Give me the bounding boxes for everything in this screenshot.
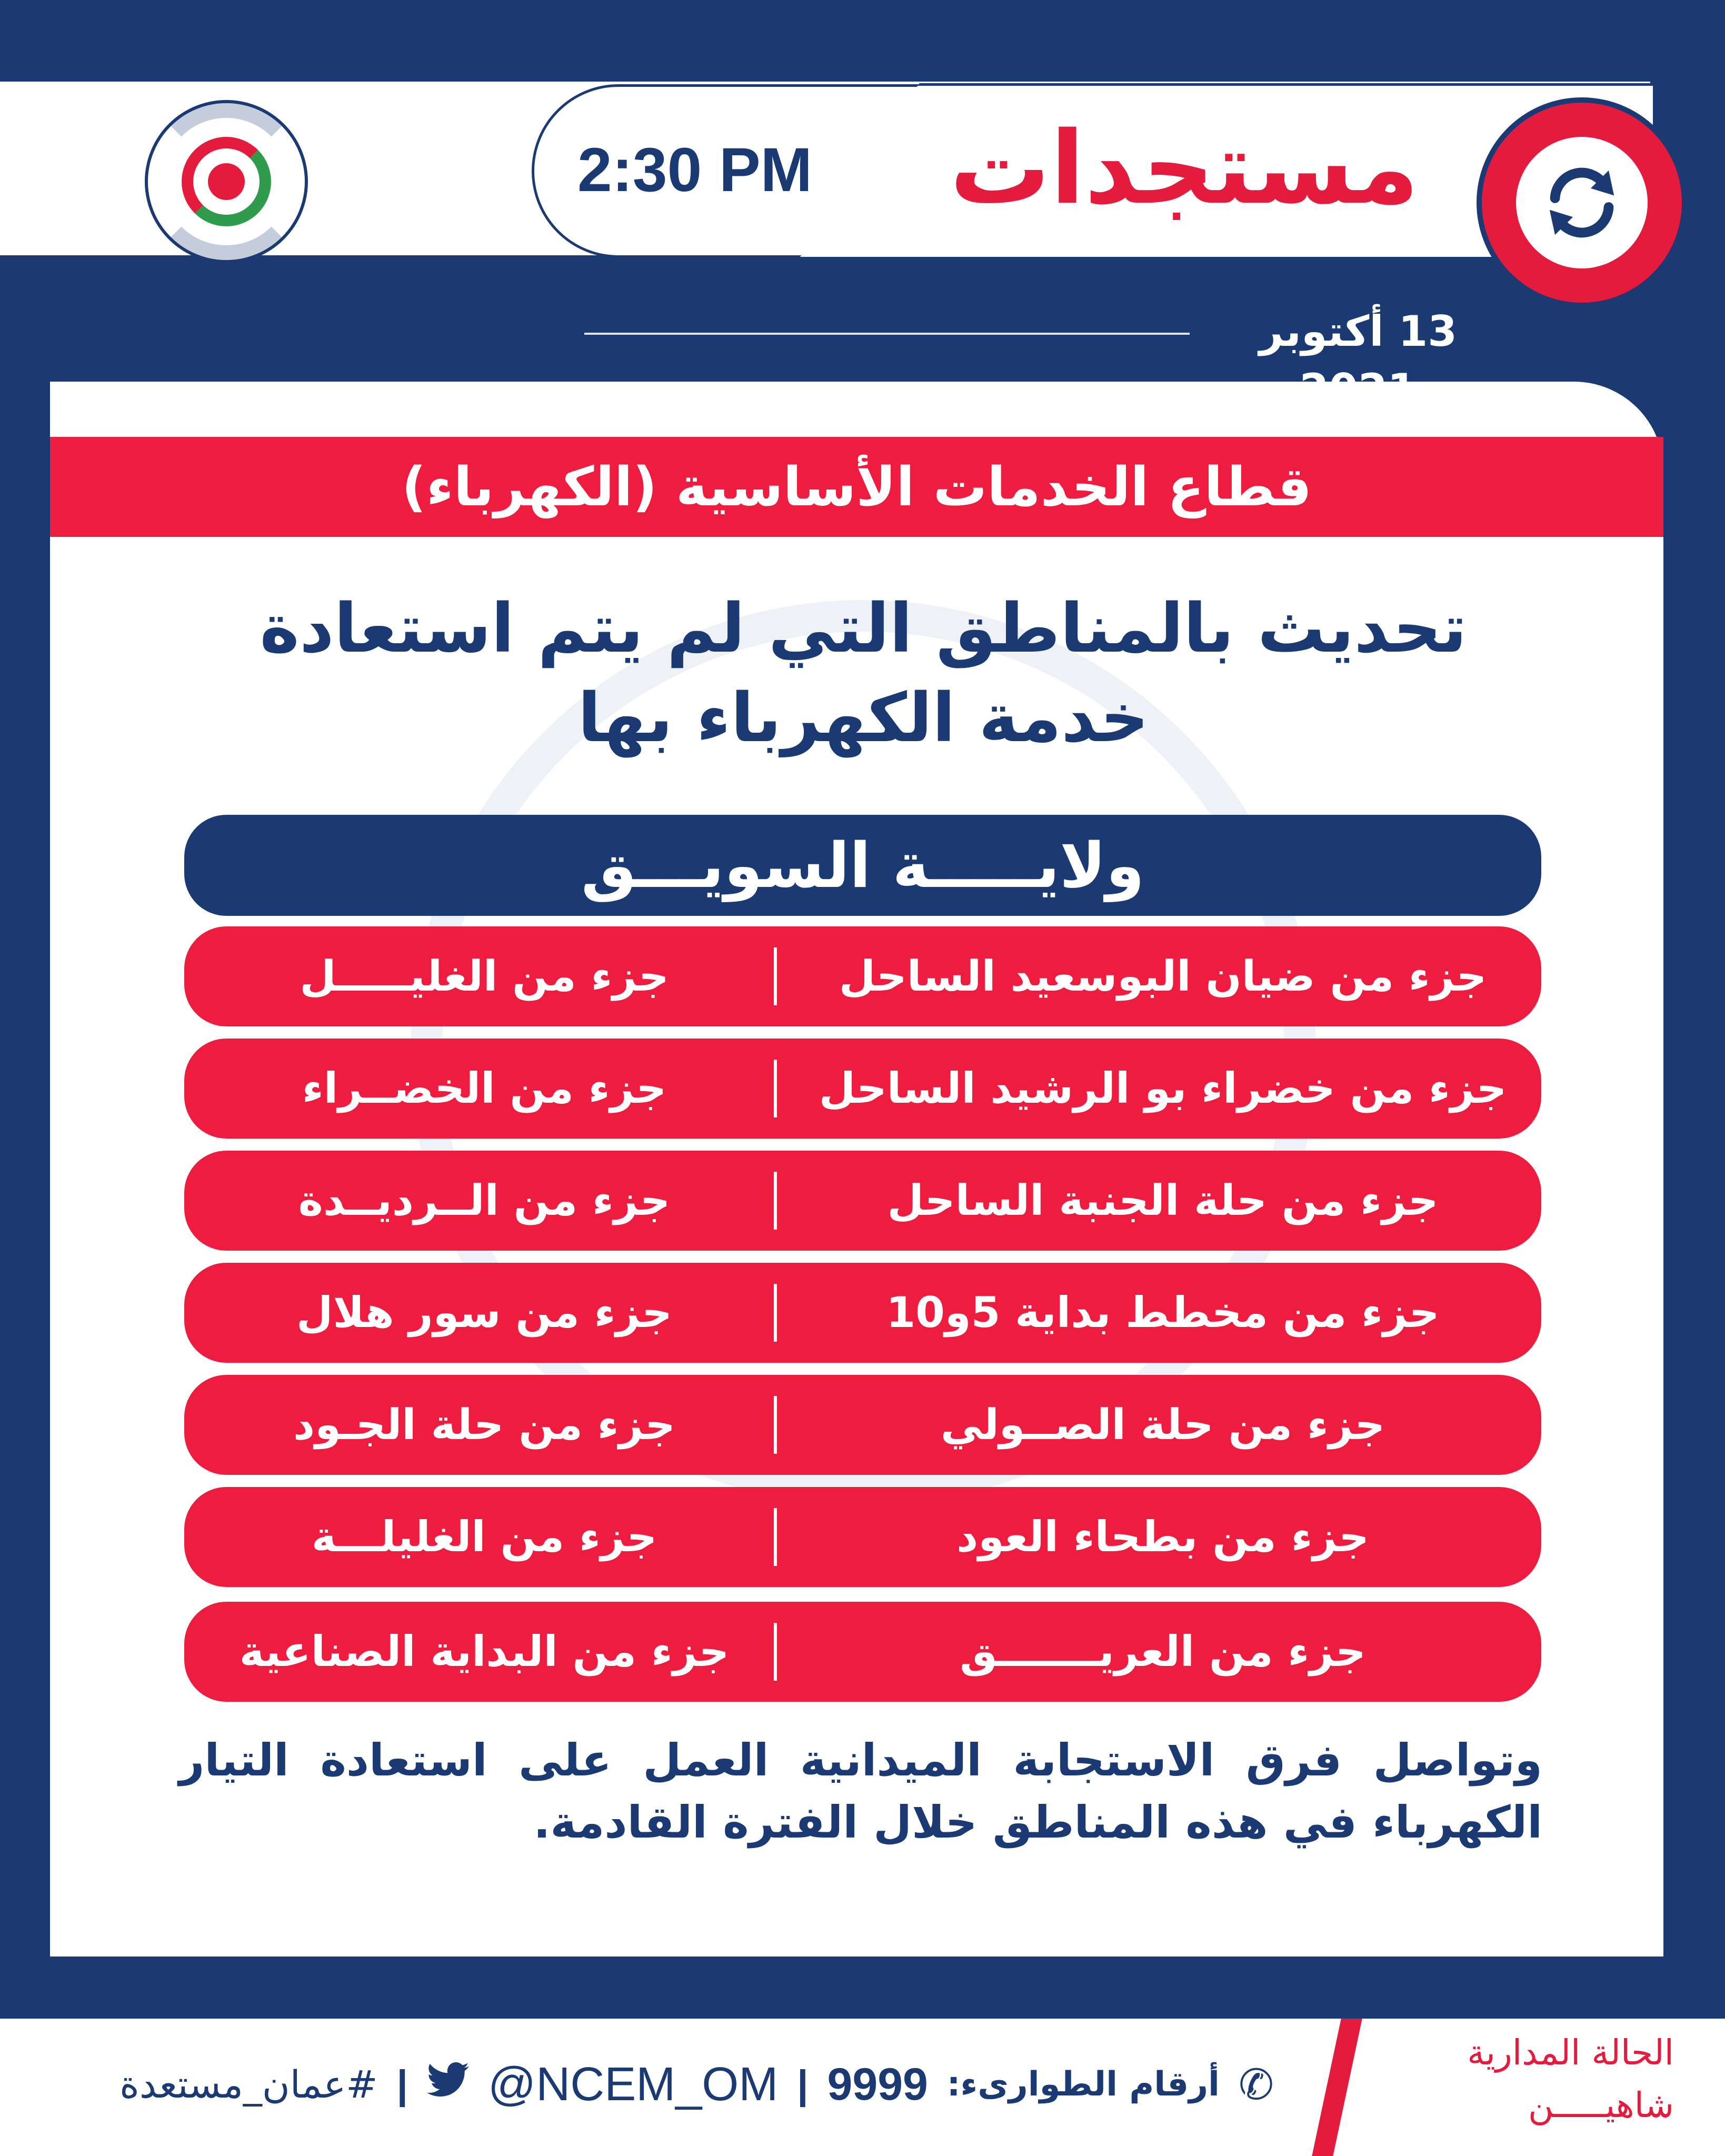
area-row <box>184 1039 1541 1139</box>
twitter-icon <box>427 2061 469 2108</box>
area-right: جزء من بطحاء العود <box>956 1512 1369 1561</box>
sector-band <box>50 437 1663 537</box>
emergency-label: أرقام الطوارىء: <box>946 2065 1220 2104</box>
area-right: جزء من العريـــــــق <box>960 1627 1366 1676</box>
area-right: جزء من خضراء بو الرشيد الساحل <box>819 1064 1507 1113</box>
emergency-number[interactable]: 9999 <box>827 2059 928 2110</box>
area-row <box>184 1602 1541 1702</box>
update-time: 2:30 PM <box>577 135 812 205</box>
area-left: جزء من الخضــراء <box>302 1064 667 1113</box>
separator: | <box>396 2062 408 2107</box>
area-left: جزء من الغليلـــة <box>311 1512 657 1561</box>
area-left: جزء من حلة الجـود <box>293 1400 675 1449</box>
twitter-handle[interactable]: @NCEM_OM <box>487 2058 779 2111</box>
area-row <box>184 1263 1541 1363</box>
area-right: جزء من حلة الجنبة الساحل <box>887 1176 1439 1225</box>
area-left: جزء من البداية الصناعية <box>239 1627 730 1676</box>
refresh-badge <box>1477 97 1687 308</box>
update-date: 13 أكتوبر <box>1259 307 1457 356</box>
page-title: مستجدات <box>950 110 1419 226</box>
ncem-logo <box>145 100 308 263</box>
area-left: جزء من سور هلال <box>296 1288 672 1337</box>
area-left: جزء من الــرديــدة <box>298 1176 671 1225</box>
refresh-icon <box>1537 158 1627 247</box>
area-right: جزء من حلة الصــولي <box>940 1400 1385 1449</box>
area-left: جزء من الغليـــــل <box>300 952 669 1001</box>
hashtag[interactable]: #عمان_مستعدة <box>119 2062 378 2107</box>
contact-line <box>105 2050 1274 2119</box>
cyclone-status-label: الحالة المدارية <box>1467 2032 1674 2073</box>
phone-icon: ✆ <box>1238 2060 1274 2109</box>
headline: تحديث بالمناطق التي لم يتم استعادة خدمة الكهرباء بها <box>260 590 1467 757</box>
wilaya-bar <box>184 815 1541 916</box>
area-row <box>184 926 1541 1026</box>
area-right: جزء من مخطط بداية 5و10 <box>886 1288 1440 1337</box>
area-row <box>184 1487 1541 1587</box>
date-rule <box>584 333 1190 335</box>
area-row <box>184 1151 1541 1251</box>
sector-title: قطاع الخدمات الأساسية (الكهرباء) <box>402 455 1312 518</box>
area-row <box>184 1375 1541 1475</box>
closing-note: وتواصل فرق الاستجابة الميدانية العمل على استعادة التيار الكهرباء في هذه المناطق خلال الفترة القادمة. <box>179 1734 1542 1848</box>
cyclone-name: شاهيـــــن <box>1528 2085 1674 2125</box>
wilaya-name: ولايـــــة السويـــق <box>581 829 1145 902</box>
separator: | <box>797 2062 809 2107</box>
area-right: جزء من ضيان البوسعيد الساحل <box>839 952 1487 1001</box>
